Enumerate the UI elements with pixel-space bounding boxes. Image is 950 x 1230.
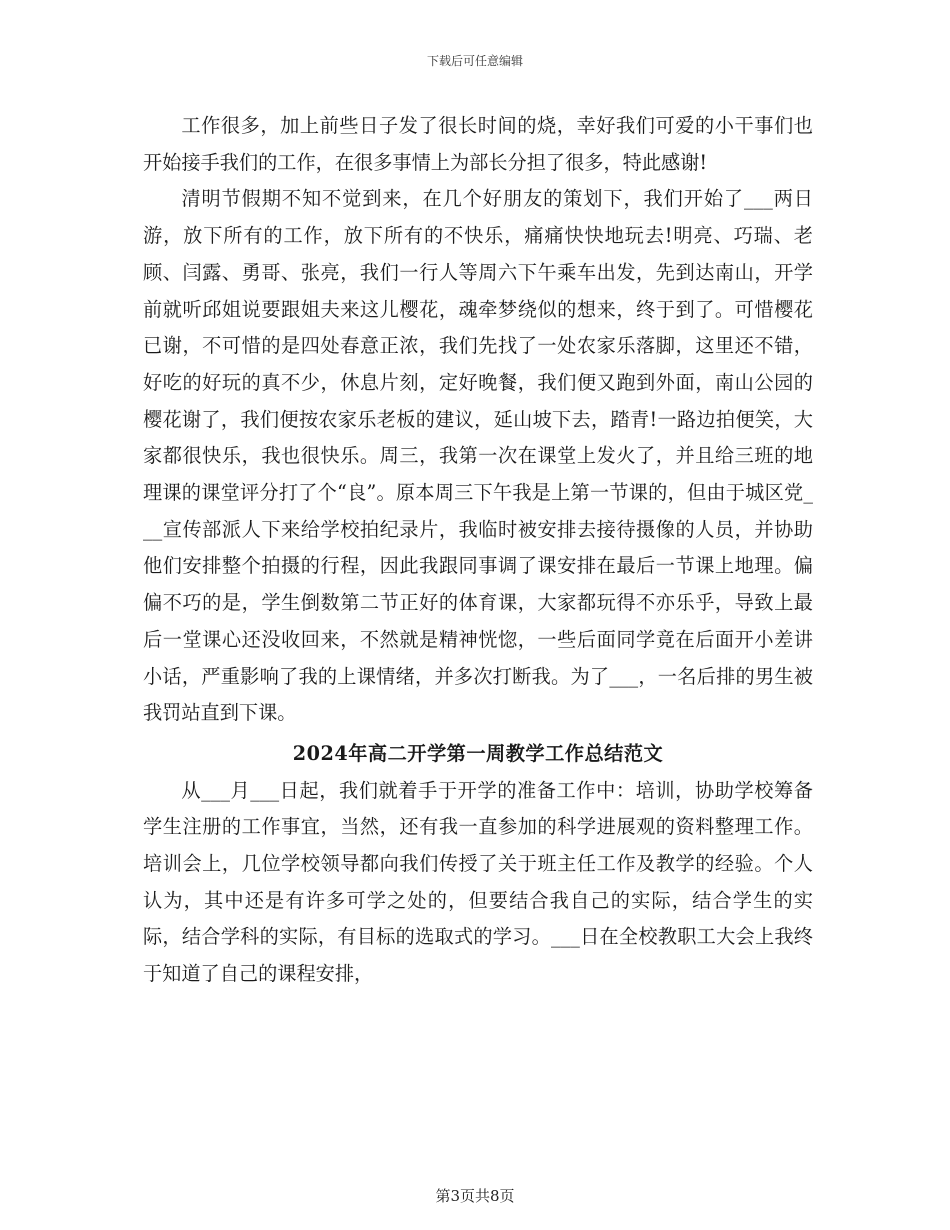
paragraph: 从___月___日起，我们就着手于开学的准备工作中：培训，协助学校筹备学生注册的工作事宜，当然，还有我一直参加的科学进展观的资料整理工作。培训会上，几位学校领导都向我们传授了关于班主任工作及教学的经验。个人认为，其中还是有许多可学之处的，但要结合我自己的实际，结合学生的实际，结合学科的实际，有目标的选取式的学习。___日在全校教职工大会上我终于知道了自己的课程安排， [143,778,813,986]
page-footer: 第3页共8页 [435,1187,515,1205]
paragraph: 清明节假期不知不觉到来，在几个好朋友的策划下，我们开始了___两日游，放下所有的工作，放下所有的不快乐，痛痛快快地玩去!明亮、巧瑞、老顾、闫露、勇哥、张亮，我们一行人等周六下午乘车出发，先到达南山，开学前就听邱姐说要跟姐夫来这儿樱花，魂牵梦绕似的想来，终于到了。可惜樱花已谢，不可惜的是四处春意正浓，我们先找了一处农家乐落脚，这里还不错，好吃的好玩的真不少，休息片刻，定好晚餐，我们便又跑到外面，南山公园的樱花谢了，我们便按农家乐老板的建议，延山坡下去，踏青!一路边拍便笑，大家都很快乐，我也很快乐。周三，我第一次在课堂上发火了，并且给三班的地理课的课堂评分打了个“良”。原本周三下午我是上第一节课的，但由于城区党___宣传部派人下来给学校拍纪录片，我临时被安排去接待摄像的人员，并协助他们安排整个拍摄的行程，因此我跟同事调了课安排在最后一节课上地理。偏偏不巧的是，学生倒数第二节正好的体育课，大家都玩得不亦乐乎，导致上最后一堂课心还没收回来，不然就是精神恍惚，一些后面同学竟在后面开小差讲小话，严重影响了我的上课情绪，并多次打断我。为了___，一名后排的男生被我罚站直到下课。 [143,187,813,725]
section-title: 2024年高二开学第一周教学工作总结范文 [292,741,664,765]
document-body [143,108,813,993]
page-header: 下载后可任意编辑 [426,54,523,68]
paragraph: 工作很多，加上前些日子发了很长时间的烧，幸好我们可爱的小干事们也开始接手我们的工作，在很多事情上为部长分担了很多，特此感谢! [143,114,813,174]
